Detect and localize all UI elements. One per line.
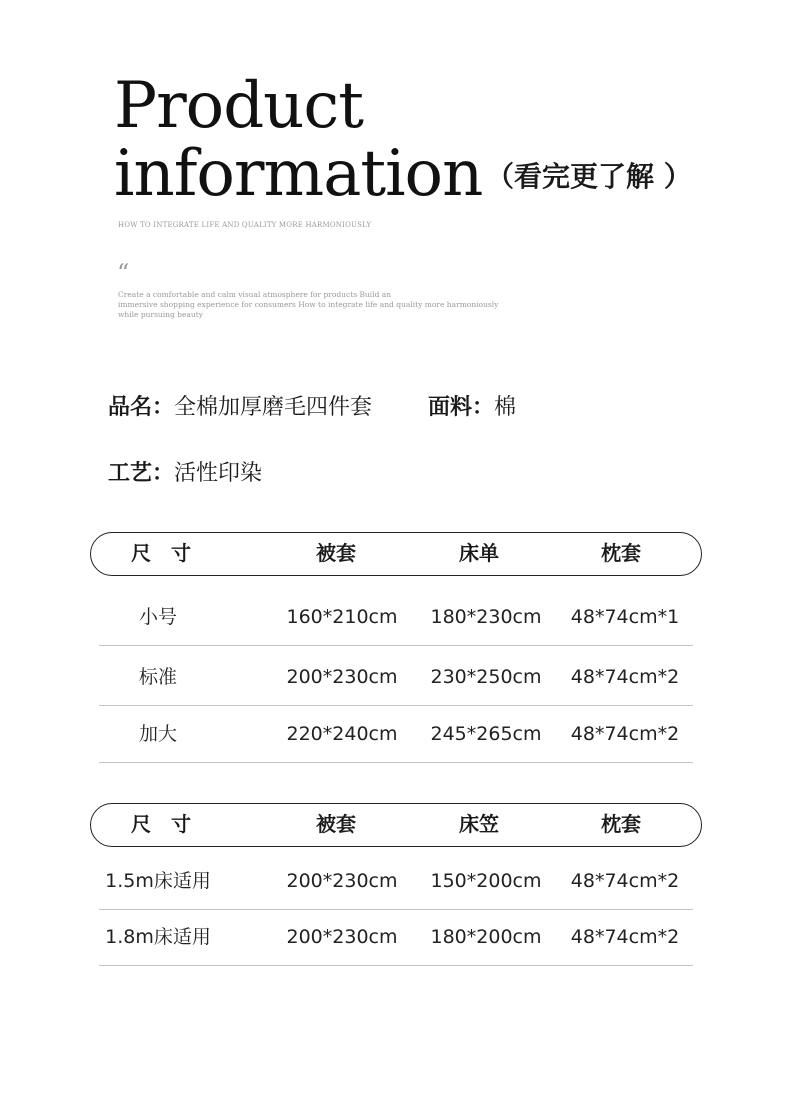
- duvet-size: 160*210cm: [286, 606, 398, 628]
- header-size: 尺 寸: [131, 812, 191, 836]
- fabric-value: 棉: [494, 395, 517, 420]
- tagline: HOW TO INTEGRATE LIFE AND QUALITY MORE HARMONIOUSLY: [118, 221, 372, 229]
- duvet-size: 200*230cm: [286, 870, 398, 892]
- fabric-label: 面料：: [428, 395, 495, 420]
- header-pillowcase: 枕套: [601, 541, 641, 565]
- duvet-size: 220*240cm: [286, 723, 398, 745]
- process-label: 工艺：: [108, 461, 175, 486]
- sheet-size: 180*230cm: [430, 606, 542, 628]
- duvet-size: 200*230cm: [286, 926, 398, 948]
- size-table-1-header: [90, 532, 702, 576]
- quote-line: immersive shopping experience for consumers How to integrate life and quality more harmoniously: [118, 300, 499, 309]
- header-size: 尺 寸: [131, 541, 191, 565]
- quote-mark-icon: “: [117, 259, 130, 287]
- product-name: [108, 390, 372, 421]
- header-bed-sheet: 床单: [459, 541, 499, 565]
- header-duvet-cover: 被套: [316, 812, 356, 836]
- header-duvet-cover: 被套: [316, 541, 356, 565]
- table-row: [99, 649, 693, 706]
- learn-more-heading: （看完更了解 ）: [486, 160, 692, 193]
- title-line-information: information: [114, 137, 483, 211]
- quote-line: while pursuing beauty: [118, 310, 203, 319]
- duvet-size: 200*230cm: [286, 666, 398, 688]
- quote-line: Create a comfortable and calm visual atmosphere for products Build an: [118, 290, 392, 299]
- pillow-size: 48*74cm*1: [570, 606, 680, 628]
- process-value: 活性印染: [174, 461, 263, 486]
- header-fitted-sheet: 床笠: [459, 812, 499, 836]
- fitted-sheet-size: 150*200cm: [430, 870, 542, 892]
- size-name: 标准: [138, 666, 177, 688]
- table-row: [99, 853, 693, 910]
- product-name-label: 品名：: [108, 395, 175, 420]
- sheet-size: 230*250cm: [430, 666, 542, 688]
- pillow-size: 48*74cm*2: [570, 666, 680, 688]
- size-table-2-header: [90, 803, 702, 847]
- size-name: 1.5m床适用: [105, 870, 211, 892]
- table-row: [99, 909, 693, 966]
- table-row: [99, 706, 693, 763]
- product-fabric: [428, 390, 516, 421]
- size-name: 加大: [138, 723, 177, 745]
- title-line-product: Product: [114, 69, 363, 143]
- product-process: [108, 456, 262, 487]
- pillow-size: 48*74cm*2: [570, 870, 680, 892]
- pillow-size: 48*74cm*2: [570, 926, 680, 948]
- product-name-value: 全棉加厚磨毛四件套: [174, 395, 373, 420]
- sheet-size: 245*265cm: [430, 723, 542, 745]
- table-row: [99, 589, 693, 646]
- pillow-size: 48*74cm*2: [570, 723, 680, 745]
- fitted-sheet-size: 180*200cm: [430, 926, 542, 948]
- size-name: 1.8m床适用: [105, 926, 211, 948]
- size-name: 小号: [138, 606, 177, 628]
- header-pillowcase: 枕套: [601, 812, 641, 836]
